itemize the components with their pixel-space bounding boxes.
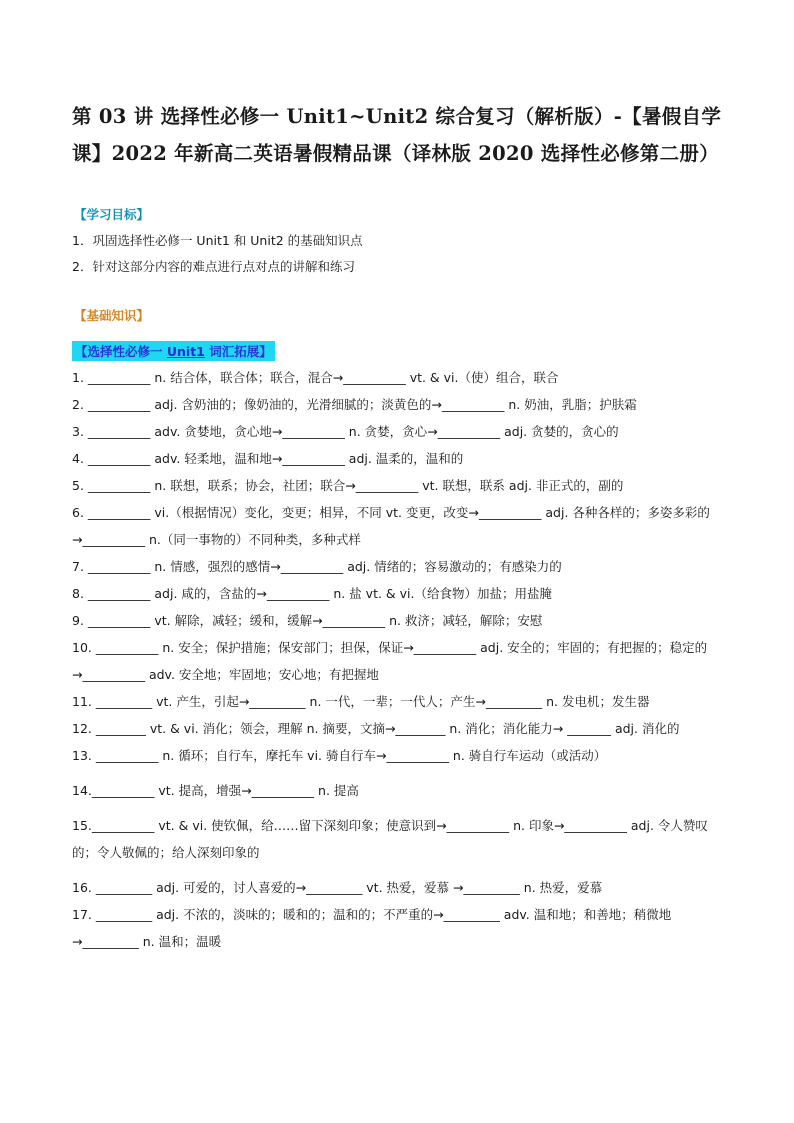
vocab-item-4: 4. __________ adv. 轻柔地，温和地→__________ adj. 温柔的，温和的: [72, 451, 464, 466]
vocab-item-12: 12. ________ vt. & vi. 消化；领会，理解 n. 摘要，文摘→________ n. 消化；消化能力→ _______ adj. 消化的: [72, 721, 680, 736]
unit1-vocab-tag: [72, 341, 275, 361]
vocab-list: [72, 364, 724, 955]
vocab-item-5: 5. __________ n. 联想，联系；协会，社团；联合→__________ vt. 联想，联系 adj. 非正式的，副的: [72, 478, 624, 493]
vocab-item-3: 3. __________ adv. 贪婪地，贪心地→__________ n. 贪婪，贪心→__________ adj. 贪婪的，贪心的: [72, 424, 619, 439]
unit-tag-prefix: 【选择性必修一: [75, 344, 167, 359]
vocab-item-10: 10. __________ n. 安全；保护措施；保安部门；担保，保证→__________ adj. 安全的；牢固的；有把握的；稳定的→__________ adv. 安全地；牢固地；安心地；有把握地: [72, 640, 708, 682]
vocab-item-2: 2. __________ adj. 含奶油的；像奶油的，光滑细腻的；淡黄色的→__________ n. 奶油，乳脂；护肤霜: [72, 397, 637, 412]
learning-goals-tag: 【学习目标】: [74, 207, 150, 222]
vocab-item-11: 11. _________ vt. 产生，引起→_________ n. 一代，一辈；一代人；产生→_________ n. 发电机；发生器: [72, 694, 650, 709]
vocab-item-14: 14.__________ vt. 提高，增强→__________ n. 提高: [72, 783, 359, 798]
basic-knowledge-tag: 【基础知识】: [74, 308, 150, 323]
vocab-item-17: 17. _________ adj. 不浓的，淡味的；暖和的；温和的；不严重的→_________ adv. 温和地；和善地；稍微地→_________ n. 温和；温暖: [72, 907, 672, 949]
vocab-item-16: 16. _________ adj. 可爱的，讨人喜爱的→_________ vt. 热爱，爱慕 →_________ n. 热爱，爱慕: [72, 880, 603, 895]
vocab-item-15: 15.__________ vt. & vi. 使钦佩，给……留下深刻印象；使意识到→__________ n. 印象→__________ adj. 令人赞叹的；令人敬佩的；给人深刻印象的: [72, 818, 708, 860]
vocab-item-13: 13. __________ n. 循环；自行车，摩托车 vi. 骑自行车→__________ n. 骑自行车运动（或活动）: [72, 748, 607, 763]
vocab-item-6: 6. __________ vi.（根据情况）变化，变更；相异，不同 vt. 变更，改变→__________ adj. 各种各样的；多姿多彩的→__________ n.（同一事物的）不同种类，多种式样: [72, 505, 710, 547]
vocab-item-7: 7. __________ n. 情感，强烈的感情→__________ adj. 情绪的；容易激动的；有感染力的: [72, 559, 562, 574]
unit-tag-suffix: 词汇拓展】: [204, 344, 272, 359]
vocab-item-1: 1. __________ n. 结合体，联合体；联合，混合→__________ vt. & vi.（使）组合，联合: [72, 370, 559, 385]
document-title: 第 03 讲 选择性必修一 Unit1~Unit2 综合复习（解析版）-【暑假自学课】2022 年新高二英语暑假精品课（译林版 2020 选择性必修第二册）: [72, 105, 722, 165]
goal-line-1: 1．巩固选择性必修一 Unit1 和 Unit2 的基础知识点: [72, 233, 363, 248]
vocab-item-9: 9. __________ vt. 解除，减轻；缓和，缓解→__________ n. 救济；减轻，解除；安慰: [72, 613, 543, 628]
unit-tag-unit: Unit1: [166, 344, 205, 359]
goal-line-2: 2．针对这部分内容的难点进行点对点的讲解和练习: [72, 259, 355, 274]
vocab-item-8: 8. __________ adj. 咸的，含盐的→__________ n. 盐 vt. & vi.（给食物）加盐；用盐腌: [72, 586, 552, 601]
